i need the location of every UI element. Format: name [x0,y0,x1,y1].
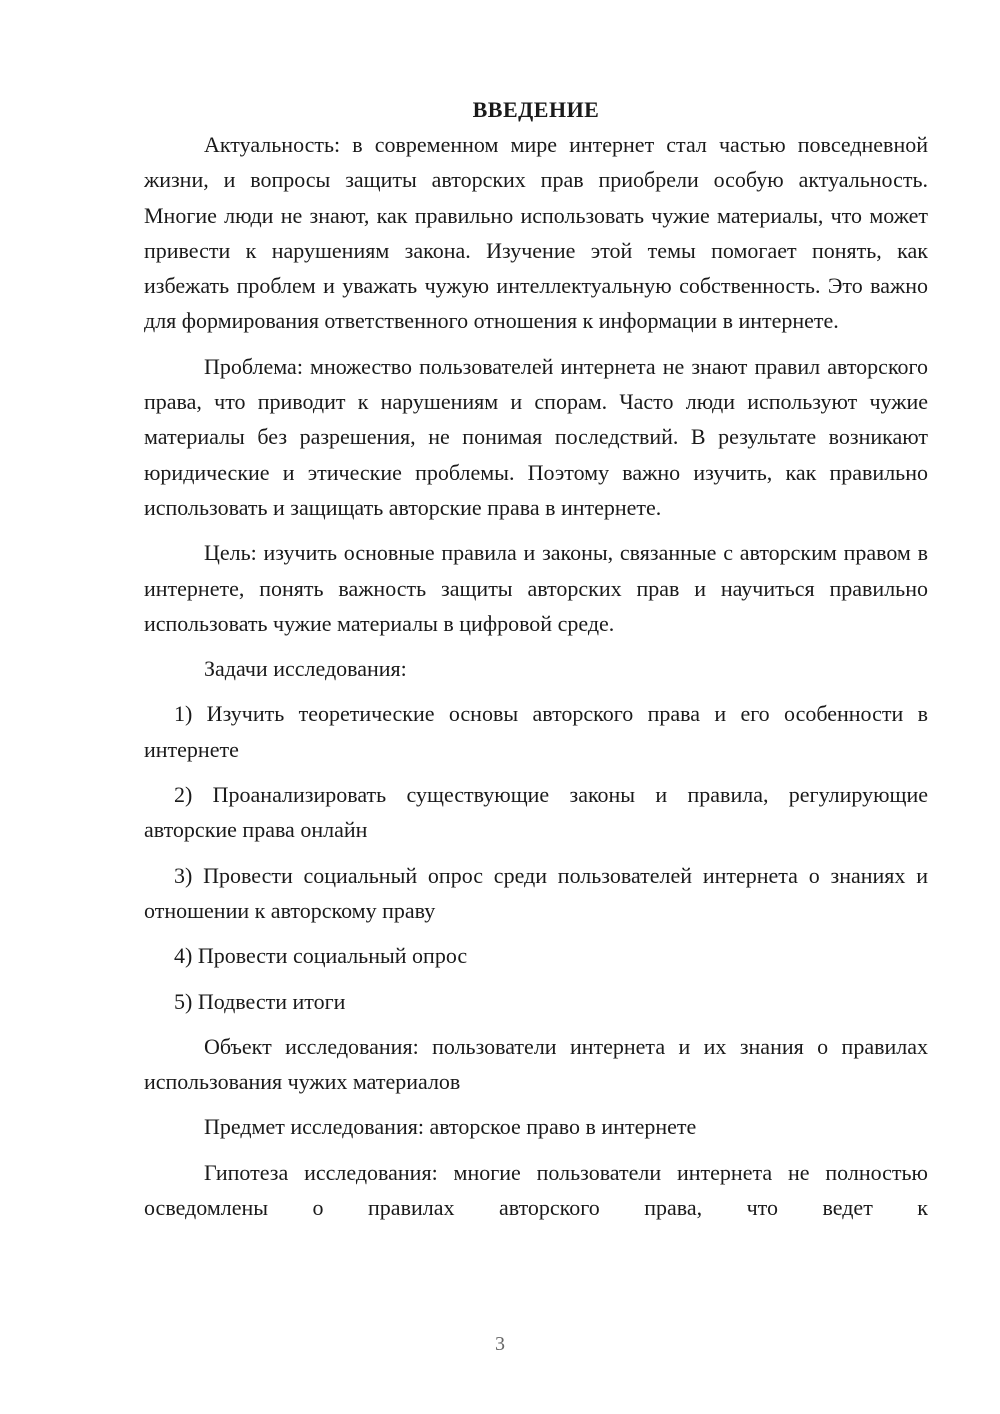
task-item-3: 3) Провести социальный опрос среди пользователей интернета о знаниях и отношении к авторскому праву [144,862,928,923]
section-heading: ВВЕДЕНИЕ [472,97,600,122]
paragraph-relevance: Актуальность: в современном мире интернет стал частью повседневной жизни, и вопросы защиты авторских прав приобрели особую актуальность. Многие люди не знают, как правильно использовать чужие материалы, что может привести к нарушениям закона. Изучение этой темы помогает понять, как избежать проблем и уважать чужую интеллектуальную собственность. Это важно для формирования ответственного отношения к информации в интернете. [144,132,928,334]
task-item-2: 2) Проанализировать существующие законы и правила, регулирующие авторские права онлайн [144,782,928,843]
paragraph-goal: Цель: изучить основные правила и законы, связанные с авторским правом в интернете, понять важность защиты авторских прав и научиться правильно использовать чужие материалы в цифровой среде. [144,540,928,636]
paragraph-hypothesis: Гипотеза исследования: многие пользователи интернета не полностью осведомлены о правилах авторского права, что ведет к [144,1159,928,1221]
paragraph-tasks-heading: Задачи исследования: [204,656,407,682]
paragraph-subject: Предмет исследования: авторское право в интернете [204,1114,697,1140]
paragraph-problem: Проблема: множество пользователей интернета не знают правил авторского права, что приводит к нарушениям и спорам. Часто люди используют чужие материалы без разрешения, не понимая последствий. В результате возникают юридические и этические проблемы. Поэтому важно изучить, как правильно использовать и защищать авторские права в интернете. [144,353,928,520]
task-item-5: 5) Подвести итоги [174,988,346,1014]
page-number: 3 [495,1333,505,1355]
paragraph-object: Объект исследования: пользователи интернета и их знания о правилах использования чужих материалов [144,1033,928,1095]
document-page [144,92,928,1235]
task-item-1: 1) Изучить теоретические основы авторского права и его особенности в интернете [144,701,928,762]
task-item-4: 4) Провести социальный опрос [174,943,468,969]
